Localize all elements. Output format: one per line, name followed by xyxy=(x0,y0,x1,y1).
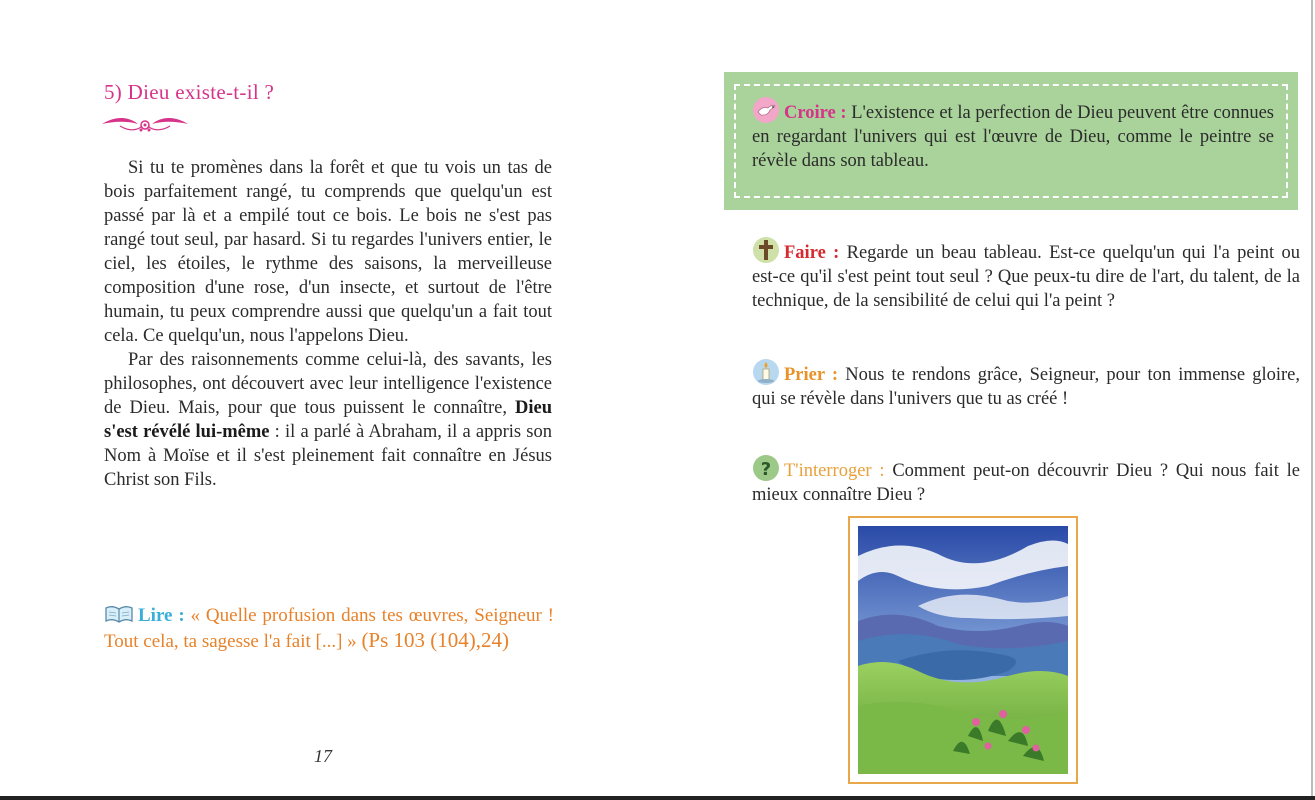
open-book-icon xyxy=(104,604,134,624)
svg-text:?: ? xyxy=(760,459,772,480)
question-mark-icon xyxy=(752,454,780,482)
main-text xyxy=(104,156,552,492)
paragraph-2-end: : il a parlé à Abraham, il a appris son Nom à Moïse et il s'est pleinement fait connaître en Jésus Christ son Fils. xyxy=(104,422,553,490)
lire-reference: (Ps 103 (104),24) xyxy=(361,628,510,652)
prier-block xyxy=(752,358,1300,411)
paragraph-1: Si tu te promènes dans la forêt et que tu vois un tas de bois parfaitement rangé, tu comprends que quelqu'un est passé par là et a empilé tout ce bois. Le bois ne s'est pas rangé tout seul, par hasard. Si tu regardes l'univers entier, le ciel, les étoiles, le rythme des saisons, la merveilleuse composition d'une rose, d'un insecte, et surtout de l'être humain, tu peux comprendre aussi que quelqu'un a fait tout cela. Ce quelqu'un, nous l'appelons Dieu. xyxy=(104,158,552,346)
interroger-text: Comment peut-on découvrir Dieu ? Qui nous fait le mieux connaître Dieu ? xyxy=(752,461,1300,505)
interroger-block xyxy=(752,454,1300,507)
right-page xyxy=(650,0,1315,800)
landscape-painting-image xyxy=(858,526,1068,774)
prier-label: Prier : xyxy=(784,365,839,385)
faire-block xyxy=(752,236,1300,313)
croire-box xyxy=(724,72,1298,210)
bottom-border xyxy=(0,796,1315,800)
lire-block xyxy=(104,604,554,654)
paragraph-2-bold: Dieu s'est révélé lui-même xyxy=(104,398,552,442)
paragraph-2 xyxy=(104,348,552,492)
faire-label: Faire : xyxy=(784,243,840,263)
lire-label: Lire : xyxy=(138,605,185,626)
page-number: 17 xyxy=(314,746,332,766)
left-page xyxy=(0,0,650,800)
cross-icon xyxy=(752,236,780,264)
croire-text-block xyxy=(752,96,1274,173)
landscape-illustration-frame xyxy=(848,516,1078,784)
croire-label: Croire : xyxy=(784,103,847,123)
ornament-flourish-icon xyxy=(100,112,190,136)
section-title: 5) Dieu existe-t-il ? xyxy=(104,80,275,104)
page-edge xyxy=(1311,0,1313,800)
dove-icon xyxy=(752,96,780,124)
paragraph-2-start: Par des raisonnements comme celui-là, des savants, les philosophes, ont découvert avec leur intelligence l'existence de Dieu. Mais, pour que tous puissent le connaître, xyxy=(104,350,552,418)
lire-quote: « Quelle profusion dans tes œuvres, Seigneur ! Tout cela, ta sagesse l'a fait [...] » xyxy=(104,605,554,652)
faire-text: Regarde un beau tableau. Est-ce quelqu'un qui l'a peint ou est-ce qu'il s'est peint tout seul ? Que peux-tu dire de l'art, du talent, de la technique, de la sensibilité de celui qui l'a peint ? xyxy=(752,243,1300,311)
prier-text: Nous te rendons grâce, Seigneur, pour ton immense gloire, qui se révèle dans l'univers que tu as créé ! xyxy=(752,365,1301,409)
interroger-label: T'interroger : xyxy=(784,461,885,481)
croire-text: L'existence et la perfection de Dieu peuvent être connues en regardant l'univers qui est l'œuvre de Dieu, comme le peintre se révèle dans son tableau. xyxy=(752,103,1274,171)
candle-icon xyxy=(752,358,780,386)
